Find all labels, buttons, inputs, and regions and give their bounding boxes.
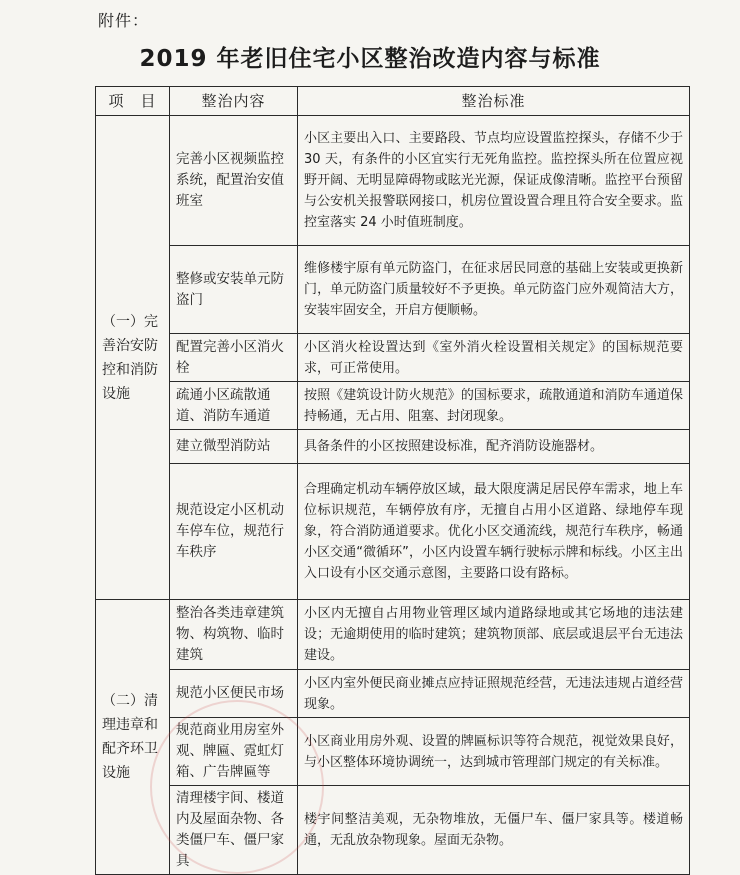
table-row bbox=[96, 670, 690, 718]
category-cell: （二）清理违章和配齐环卫设施 bbox=[96, 600, 170, 875]
table-row bbox=[96, 464, 690, 600]
standard-cell: 小区内室外便民商业摊点应持证照规范经营，无违法违规占道经营现象。 bbox=[298, 670, 690, 718]
standard-cell: 维修楼宇原有单元防盗门，在征求居民同意的基础上安装或更换新门，单元防盗门质量较好不予更换。单元防盗门应外观简洁大方，安装牢固安全，开启方便顺畅。 bbox=[298, 246, 690, 334]
standard-cell: 小区消火栓设置达到《室外消火栓设置相关规定》的国标规范要求，可正常使用。 bbox=[298, 334, 690, 382]
standard-cell: 楼宇间整洁美观，无杂物堆放，无僵尸车、僵尸家具等。楼道畅通，无乱放杂物现象。屋面无杂物。 bbox=[298, 786, 690, 875]
item-cell: 整治各类违章建筑物、构筑物、临时建筑 bbox=[170, 600, 298, 670]
standard-cell: 小区商业用房外观、设置的牌匾标识等符合规范，视觉效果良好，与小区整体环境协调统一，达到城市管理部门规定的有关标准。 bbox=[298, 718, 690, 786]
table-header-row bbox=[96, 87, 690, 116]
item-cell: 配置完善小区消火栓 bbox=[170, 334, 298, 382]
header-standard: 整治标准 bbox=[298, 87, 690, 116]
table-row bbox=[96, 116, 690, 246]
item-cell: 规范设定小区机动车停车位，规范行车秩序 bbox=[170, 464, 298, 600]
table-row bbox=[96, 382, 690, 430]
standard-cell: 具备条件的小区按照建设标准，配齐消防设施器材。 bbox=[298, 430, 690, 464]
standards-table bbox=[95, 86, 690, 875]
item-cell: 规范商业用房室外观、牌匾、霓虹灯箱、广告牌匾等 bbox=[170, 718, 298, 786]
table-row bbox=[96, 718, 690, 786]
item-cell: 完善小区视频监控系统，配置治安值班室 bbox=[170, 116, 298, 246]
standard-cell: 小区主要出入口、主要路段、节点均应设置监控探头，存储不少于 30 天，有条件的小区宜实行无死角监控。监控探头所在位置应视野开阔、无明显障碍物或眩光光源，保证成像清晰。监控平台预留与公安机关报警联网接口，机房位置设置合理且符合安全要求。监控室落实 24 小时值班制度。 bbox=[298, 116, 690, 246]
document-title: 2019 年老旧住宅小区整治改造内容与标准 bbox=[139, 46, 601, 72]
standard-cell: 小区内无擅自占用物业管理区域内道路绿地或其它场地的违法建设；无逾期使用的临时建筑；建筑物顶部、底层或退层平台无违法建设。 bbox=[298, 600, 690, 670]
item-cell: 清理楼宇间、楼道内及屋面杂物、各类僵尸车、僵尸家具 bbox=[170, 786, 298, 875]
item-cell: 疏通小区疏散通道、消防车通道 bbox=[170, 382, 298, 430]
table-row bbox=[96, 430, 690, 464]
table-row bbox=[96, 786, 690, 875]
table-row bbox=[96, 600, 690, 670]
item-cell: 建立微型消防站 bbox=[170, 430, 298, 464]
item-cell: 规范小区便民市场 bbox=[170, 670, 298, 718]
table-row bbox=[96, 246, 690, 334]
table-row bbox=[96, 334, 690, 382]
header-project: 项 目 bbox=[96, 87, 170, 116]
header-content: 整治内容 bbox=[170, 87, 298, 116]
standard-cell: 合理确定机动车辆停放区域，最大限度满足居民停车需求，地上车位标识规范，车辆停放有序，无擅自占用小区道路、绿地停车现象，符合消防通道要求。优化小区交通流线，规范行车秩序，畅通小区交通“微循环”，小区内设置车辆行驶标示牌和标线。小区主出入口设有小区交通示意图，主要路口设有路标。 bbox=[298, 464, 690, 600]
item-cell: 整修或安装单元防盗门 bbox=[170, 246, 298, 334]
standard-cell: 按照《建筑设计防火规范》的国标要求，疏散通道和消防车通道保持畅通，无占用、阻塞、封闭现象。 bbox=[298, 382, 690, 430]
attachment-label: 附件： bbox=[98, 11, 150, 30]
category-cell: （一）完善治安防控和消防设施 bbox=[96, 116, 170, 600]
